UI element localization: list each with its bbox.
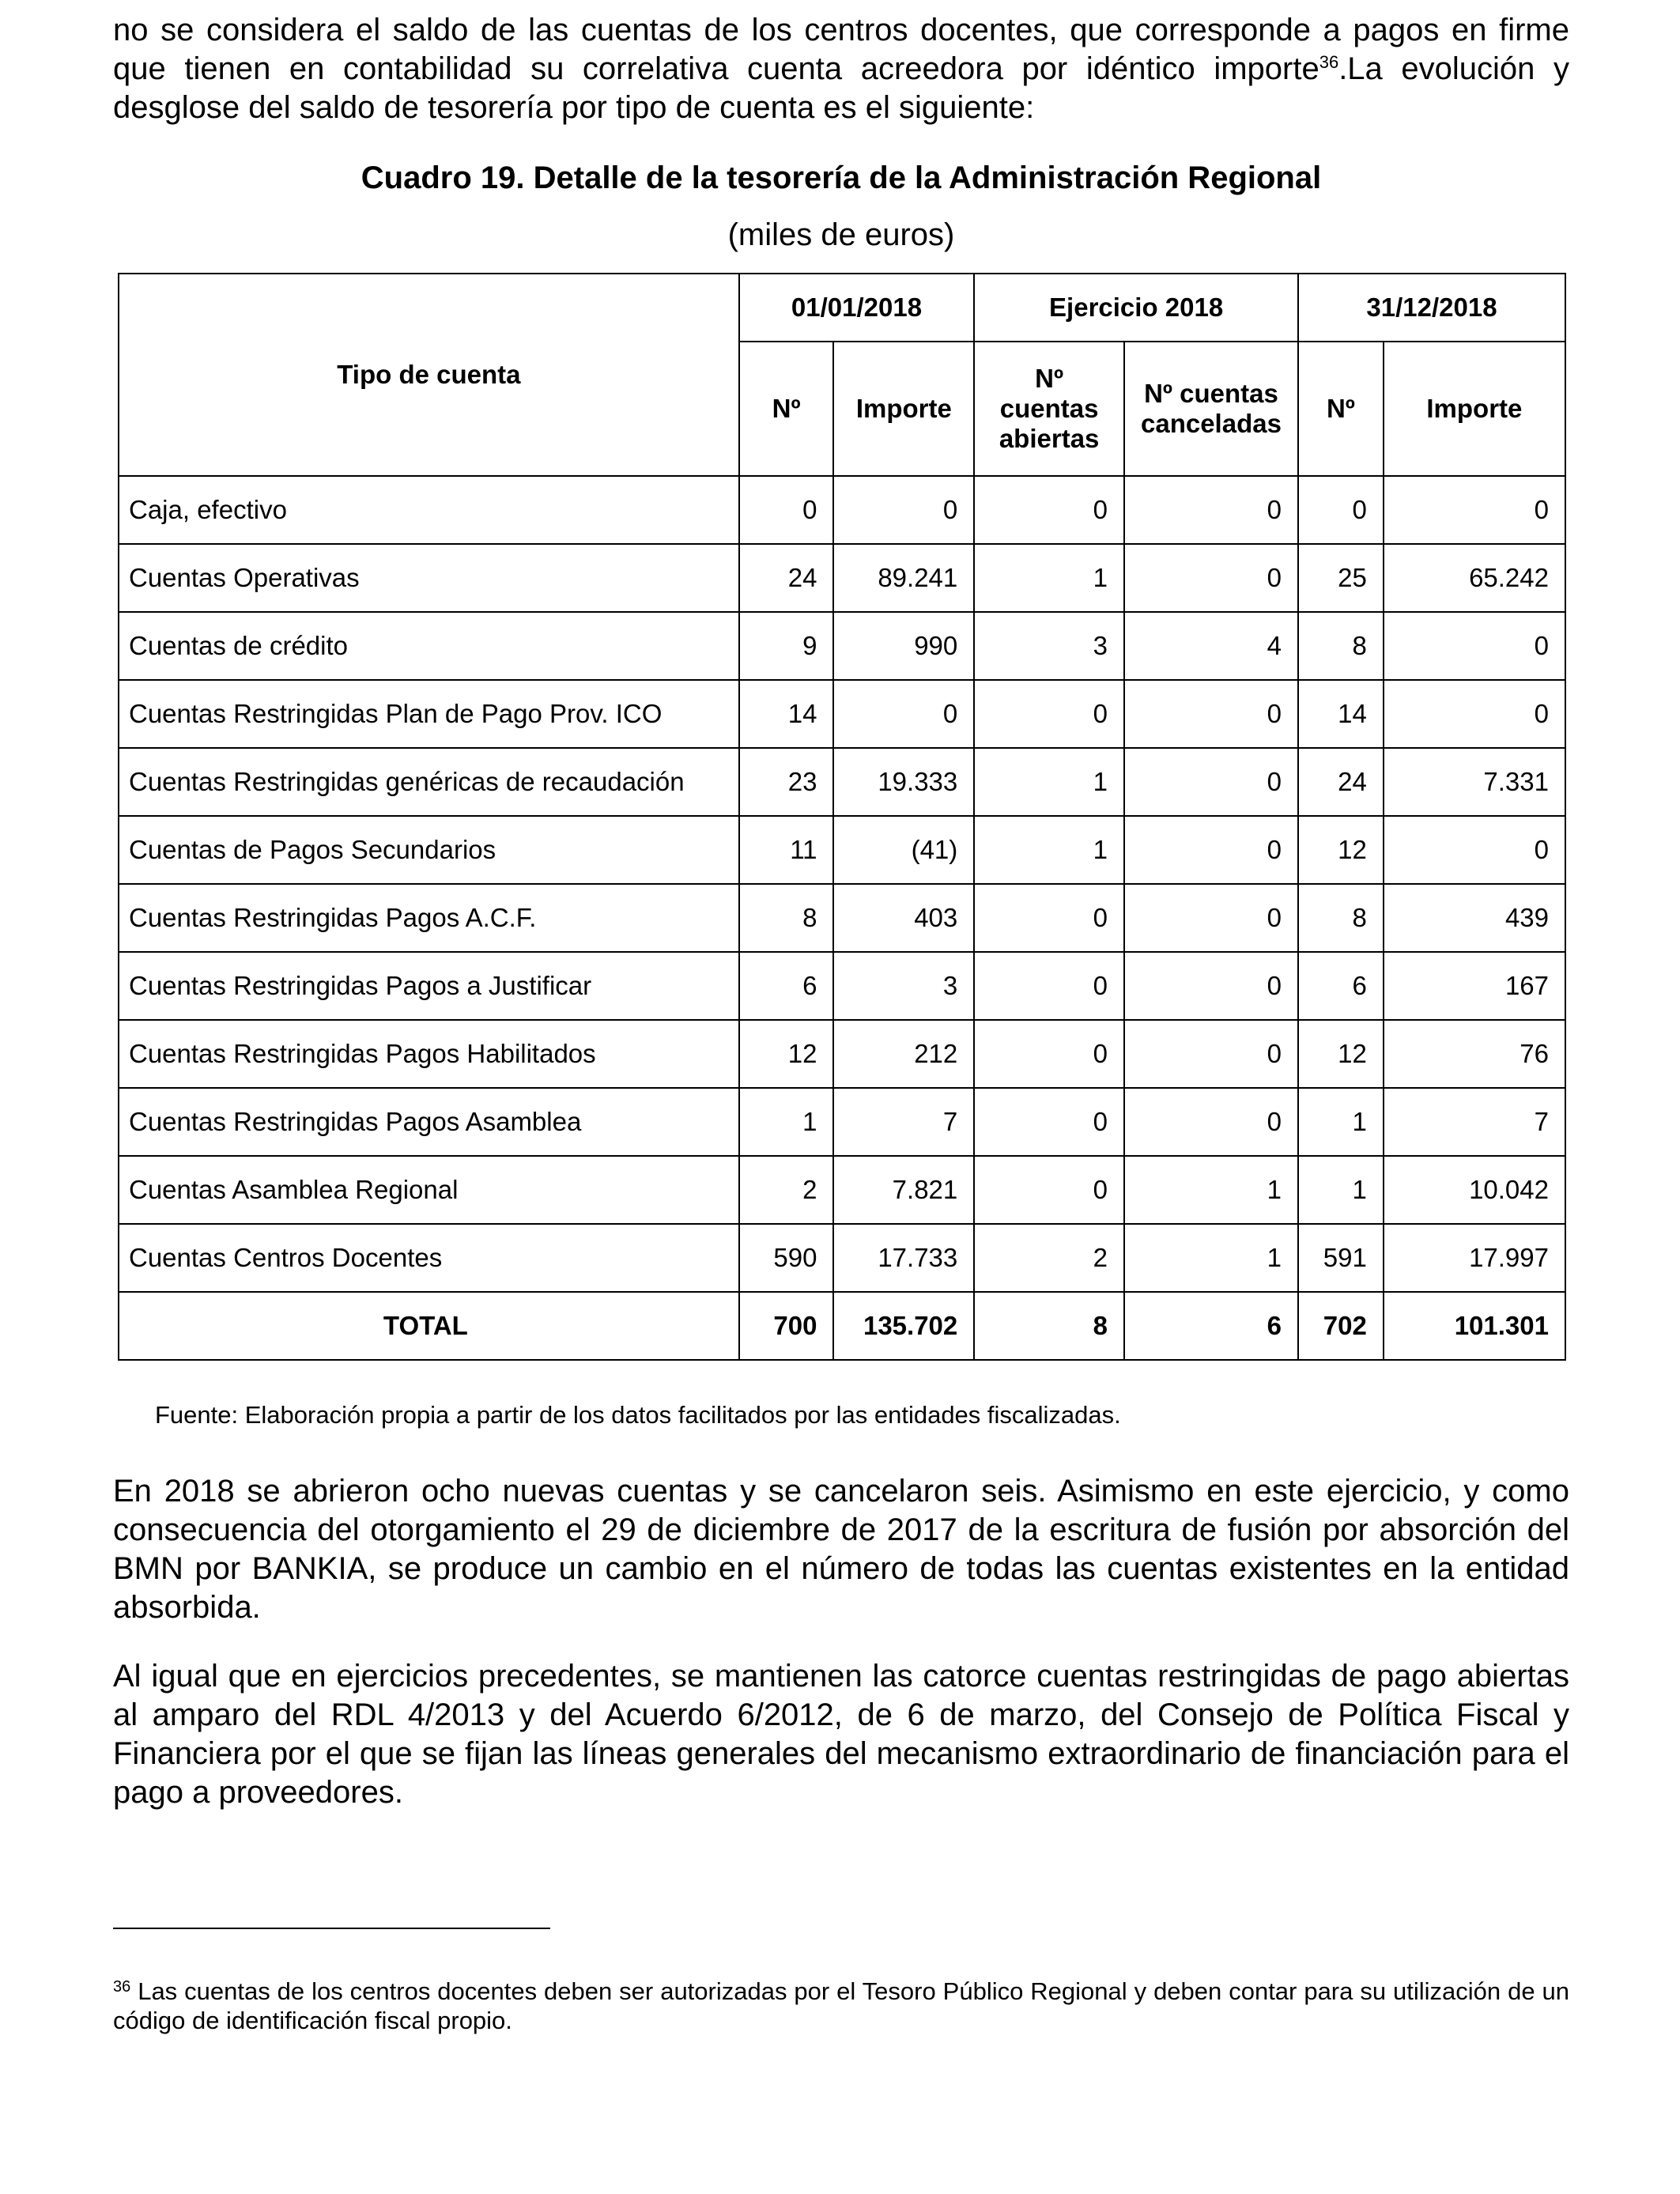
cell-n-start: 590 (739, 1224, 834, 1292)
total-n-end: 702 (1298, 1292, 1384, 1360)
cell-canceladas: 1 (1124, 1156, 1298, 1224)
cell-importe-end: 17.997 (1384, 1224, 1565, 1292)
cell-n-end: 1 (1298, 1156, 1384, 1224)
cell-importe-end: 0 (1384, 816, 1565, 884)
footnote-separator (113, 1928, 550, 1929)
cell-canceladas: 1 (1124, 1224, 1298, 1292)
cell-n-end: 12 (1298, 816, 1384, 884)
cell-importe-end: 167 (1384, 952, 1565, 1020)
header-group-ejercicio-2018: Ejercicio 2018 (974, 274, 1298, 342)
cell-n-start: 9 (739, 612, 834, 680)
cell-n-end: 591 (1298, 1224, 1384, 1292)
cell-abiertas: 0 (974, 680, 1124, 748)
cell-abiertas: 1 (974, 544, 1124, 612)
total-importe-start: 135.702 (833, 1292, 974, 1360)
cell-abiertas: 2 (974, 1224, 1124, 1292)
header-group-31-12-2018: 31/12/2018 (1298, 274, 1565, 342)
cell-importe-start: 990 (833, 612, 974, 680)
cell-importe-end: 0 (1384, 612, 1565, 680)
table-row (119, 748, 1565, 816)
cell-label: Caja, efectivo (119, 476, 739, 544)
cell-abiertas: 0 (974, 1156, 1124, 1224)
header-importe-start: Importe (833, 342, 974, 476)
cell-canceladas: 0 (1124, 748, 1298, 816)
cell-abiertas: 0 (974, 476, 1124, 544)
cell-abiertas: 0 (974, 952, 1124, 1020)
table-header-row (119, 274, 1565, 342)
cell-importe-end: 76 (1384, 1020, 1565, 1088)
cell-importe-end: 0 (1384, 680, 1565, 748)
table-row (119, 1020, 1565, 1088)
cell-n-start: 11 (739, 816, 834, 884)
cell-importe-end: 65.242 (1384, 544, 1565, 612)
cell-n-start: 1 (739, 1088, 834, 1156)
cell-n-start: 8 (739, 884, 834, 952)
intro-paragraph (113, 11, 1569, 127)
cell-n-end: 1 (1298, 1088, 1384, 1156)
table-units: (miles de euros) (727, 217, 955, 252)
total-abiertas: 8 (974, 1292, 1124, 1360)
cell-importe-start: 89.241 (833, 544, 974, 612)
total-label: TOTAL (119, 1292, 739, 1360)
cell-canceladas: 0 (1124, 680, 1298, 748)
cell-importe-start: 17.733 (833, 1224, 974, 1292)
header-n-end: Nº (1298, 342, 1384, 476)
cell-canceladas: 0 (1124, 884, 1298, 952)
body-paragraph: En 2018 se abrieron ocho nuevas cuentas y se cancelaron seis. Asimismo en este ejercicio, y como consecuencia del otorgamiento el 29 de diciembre de 2017 de la escritura de fusión por absorción del BMN por BANKIA, se produce un cambio en el número de todas las cuentas existentes en la entidad absorbida. (113, 1474, 1569, 1625)
header-abiertas-line3: abiertas (999, 424, 1100, 453)
cell-n-end: 8 (1298, 884, 1384, 952)
cell-abiertas: 1 (974, 748, 1124, 816)
cell-n-start: 23 (739, 748, 834, 816)
cell-label: Cuentas Restringidas Plan de Pago Prov. ICO (119, 680, 739, 748)
cell-abiertas: 0 (974, 1020, 1124, 1088)
table-row (119, 612, 1565, 680)
cell-importe-end: 7.331 (1384, 748, 1565, 816)
cell-importe-start: 0 (833, 476, 974, 544)
cell-canceladas: 4 (1124, 612, 1298, 680)
cell-importe-start: 403 (833, 884, 974, 952)
cell-n-end: 14 (1298, 680, 1384, 748)
cell-canceladas: 0 (1124, 1088, 1298, 1156)
treasury-table (118, 273, 1566, 1361)
cell-label: Cuentas Restringidas Pagos Habilitados (119, 1020, 739, 1088)
cell-abiertas: 0 (974, 884, 1124, 952)
cell-importe-end: 0 (1384, 476, 1565, 544)
body-paragraph: Al igual que en ejercicios precedentes, se mantienen las catorce cuentas restringidas de pago abiertas al amparo del RDL 4/2013 y del Acuerdo 6/2012, de 6 de marzo, del Consejo de Política Fiscal y Financiera por el que se fijan las líneas generales del mecanismo extraordinario de financiación para el pago a proveedores. (113, 1659, 1569, 1810)
cell-n-end: 25 (1298, 544, 1384, 612)
cell-n-end: 6 (1298, 952, 1384, 1020)
table-title: Cuadro 19. Detalle de la tesorería de la Administración Regional (361, 160, 1322, 195)
table-row (119, 680, 1565, 748)
cell-canceladas: 0 (1124, 952, 1298, 1020)
footnote-text: Las cuentas de los centros docentes deben ser autorizadas por el Tesoro Público Regional y deben contar para su utilización de un código de identificación fiscal propio. (113, 1977, 1569, 2034)
header-tipo: Tipo de cuenta (119, 274, 739, 476)
cell-n-start: 24 (739, 544, 834, 612)
header-abiertas-line1: Nº (1035, 364, 1064, 393)
cell-n-start: 6 (739, 952, 834, 1020)
cell-label: Cuentas de crédito (119, 612, 739, 680)
cell-canceladas: 0 (1124, 476, 1298, 544)
cell-label: Cuentas Asamblea Regional (119, 1156, 739, 1224)
header-n-start: Nº (739, 342, 834, 476)
cell-abiertas: 1 (974, 816, 1124, 884)
cell-label: Cuentas Restringidas genéricas de recaudación (119, 748, 739, 816)
footnote (113, 1977, 1569, 2035)
cell-importe-end: 7 (1384, 1088, 1565, 1156)
cell-label: Cuentas de Pagos Secundarios (119, 816, 739, 884)
table-row (119, 1224, 1565, 1292)
header-canceladas-line2: canceladas (1140, 409, 1282, 438)
total-n-start: 700 (739, 1292, 834, 1360)
cell-label: Cuentas Centros Docentes (119, 1224, 739, 1292)
cell-importe-start: 7.821 (833, 1156, 974, 1224)
cell-n-start: 2 (739, 1156, 834, 1224)
cell-importe-end: 439 (1384, 884, 1565, 952)
cell-canceladas: 0 (1124, 1020, 1298, 1088)
cell-abiertas: 0 (974, 1088, 1124, 1156)
cell-importe-end: 10.042 (1384, 1156, 1565, 1224)
table-row (119, 544, 1565, 612)
cell-canceladas: 0 (1124, 816, 1298, 884)
cell-n-start: 14 (739, 680, 834, 748)
table-row (119, 816, 1565, 884)
cell-importe-start: 7 (833, 1088, 974, 1156)
cell-importe-start: 3 (833, 952, 974, 1020)
cell-label: Cuentas Restringidas Pagos Asamblea (119, 1088, 739, 1156)
cell-canceladas: 0 (1124, 544, 1298, 612)
cell-importe-start: 19.333 (833, 748, 974, 816)
total-importe-end: 101.301 (1384, 1292, 1565, 1360)
table-row (119, 952, 1565, 1020)
cell-label: Cuentas Restringidas Pagos a Justificar (119, 952, 739, 1020)
table-total-row (119, 1292, 1565, 1360)
cell-label: Cuentas Restringidas Pagos A.C.F. (119, 884, 739, 952)
cell-importe-start: 0 (833, 680, 974, 748)
table-row (119, 1088, 1565, 1156)
table-row (119, 476, 1565, 544)
intro-text: no se considera el saldo de las cuentas de los centros docentes, que corresponde a pagos en firme que tienen en contabilidad su correlativa cuenta acreedora por idéntico importe (113, 13, 1569, 86)
total-canceladas: 6 (1124, 1292, 1298, 1360)
header-cuentas-abiertas (974, 342, 1124, 476)
cell-label: Cuentas Operativas (119, 544, 739, 612)
cell-abiertas: 3 (974, 612, 1124, 680)
header-importe-end: Importe (1384, 342, 1565, 476)
footnote-reference[interactable]: 36 (1319, 52, 1339, 72)
header-group-01-01-2018: 01/01/2018 (739, 274, 975, 342)
footnote-number: 36 (113, 1978, 131, 1996)
cell-n-end: 0 (1298, 476, 1384, 544)
intro-text-after: .La evolución y desglose del saldo de tesorería por tipo de cuenta es el siguiente: (113, 51, 1569, 125)
header-cuentas-canceladas (1124, 342, 1298, 476)
cell-n-start: 0 (739, 476, 834, 544)
table-source-note: Fuente: Elaboración propia a partir de los datos facilitados por las entidades fiscalizadas. (155, 1401, 1121, 1429)
cell-importe-start: 212 (833, 1020, 974, 1088)
header-canceladas-line1: Nº cuentas (1144, 379, 1278, 408)
cell-n-start: 12 (739, 1020, 834, 1088)
cell-n-end: 12 (1298, 1020, 1384, 1088)
cell-n-end: 24 (1298, 748, 1384, 816)
table-row (119, 1156, 1565, 1224)
cell-n-end: 8 (1298, 612, 1384, 680)
header-abiertas-line2: cuentas (999, 394, 1099, 423)
table-row (119, 884, 1565, 952)
cell-importe-start: (41) (833, 816, 974, 884)
